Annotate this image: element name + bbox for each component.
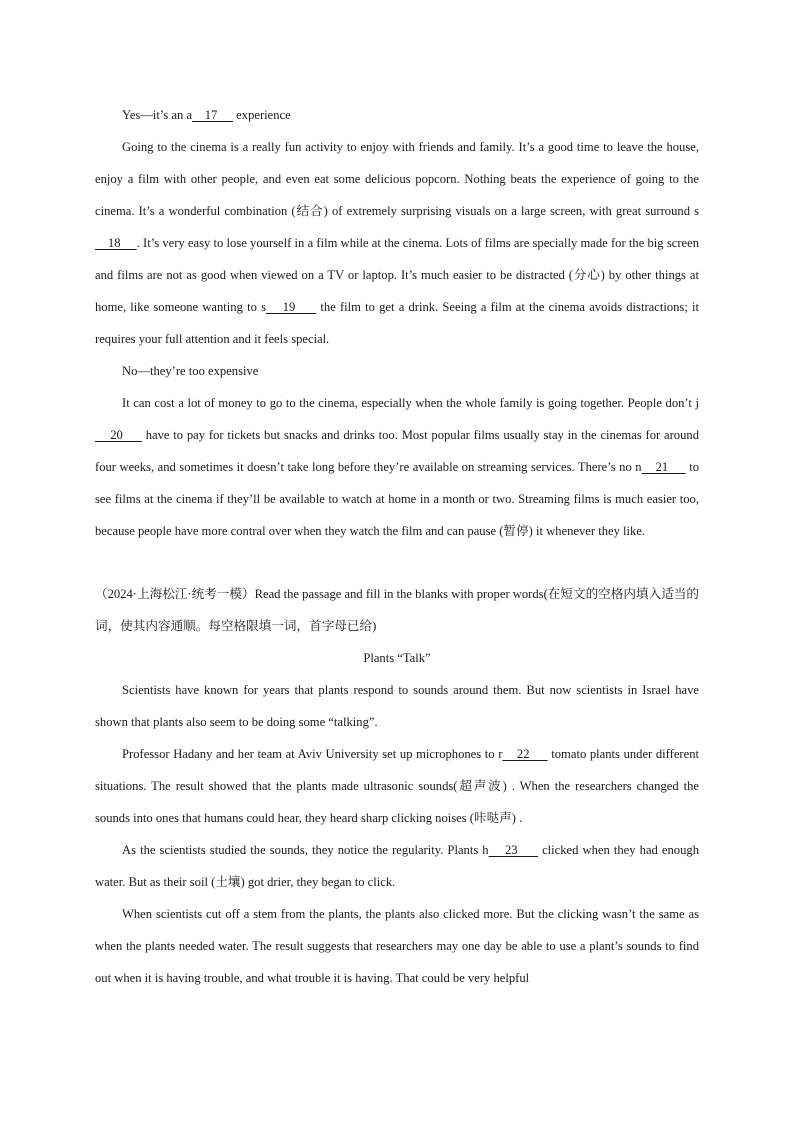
paragraph-text: Professor Hadany and her team at Aviv University set up microphones to r (122, 747, 503, 761)
blank-17: 17 (192, 108, 234, 122)
paragraph-text: . It’s very easy to lose yourself in a film while at the cinema. Lots of films are specially made for the big screen and films are not as good when viewed on a TV or laptop. It’s much easier to be distracted (分心) by other things at home, like someone wanting to s (95, 236, 699, 314)
blank-23: 23 (488, 843, 538, 857)
paragraph-regularity (95, 834, 699, 898)
passage-title: Plants “Talk” (363, 651, 431, 665)
heading-yes-text: Yes—it’s an a (122, 108, 193, 122)
paragraph-text: tomato plants under different situations. The result showed that the plants made ultrasonic sounds(超声波) . When the researchers changed the sounds into ones that humans could hear, they heard sharp clicking noises (咔哒声) . (95, 747, 699, 825)
paragraph-text: It can cost a lot of money to go to the cinema, especially when the whole family is going together. People don’t j (122, 396, 699, 410)
document-page (95, 99, 699, 994)
blank-21: 21 (641, 460, 686, 474)
heading-yes (95, 99, 699, 131)
exercise-instructions: （2024·上海松江·统考一模）Read the passage and fill in the blanks with proper words(在短文的空格内填入适当的词，使其内容通顺。每空格限填一词，首字母已给) (95, 587, 699, 633)
paragraph-cinema-cost (95, 387, 699, 547)
blank-20: 20 (95, 428, 142, 442)
blank-22: 22 (502, 747, 548, 761)
paragraph-microphones (95, 738, 699, 834)
paragraph-text: As the scientists studied the sounds, they notice the regularity. Plants h (122, 843, 489, 857)
paragraph-cinema-fun (95, 131, 699, 355)
section-spacer (95, 547, 699, 578)
paragraph-plants-intro: Scientists have known for years that plants respond to sounds around them. But now scientists in Israel have shown that plants also seem to be doing some “talking”. (95, 683, 699, 729)
blank-18: 18 (95, 236, 137, 250)
paragraph-text: to see films at the cinema if they’ll be available to watch at home in a month or two. Streaming films is much easier too, because people have more contral over when they watch the film and can pause (暂停) it whenever they like. (95, 460, 699, 538)
paragraph-stem-cut: When scientists cut off a stem from the plants, the plants also clicked more. But the clicking wasn’t the same as when the plants needed water. The result suggests that researchers may one day be able to use a plant’s sounds to find out when it is having trouble, and what trouble it is having. That could be very helpful (95, 907, 699, 985)
blank-19: 19 (265, 300, 317, 314)
heading-no: No—they’re too expensive (122, 364, 259, 378)
heading-yes-text-end: experience (233, 108, 291, 122)
paragraph-text: clicked when they had enough water. But as their soil (土壤) got drier, they began to click. (95, 843, 699, 889)
paragraph-text: the film to get a drink. Seeing a film at the cinema avoids distractions; it requires your full attention and it feels special. (95, 300, 699, 346)
paragraph-text: Going to the cinema is a really fun activity to enjoy with friends and family. It’s a good time to leave the house, enjoy a film with other people, and even eat some delicious popcorn. Nothing beats the experience of going to the cinema. It’s a wonderful combination (结合) of extremely surprising visuals on a large screen, with great surround s (95, 140, 699, 218)
paragraph-text: have to pay for tickets but snacks and drinks too. Most popular films usually stay in the cinemas for around four weeks, and sometimes it doesn’t take long before they’re available on streaming services. There’s no n (95, 428, 699, 474)
